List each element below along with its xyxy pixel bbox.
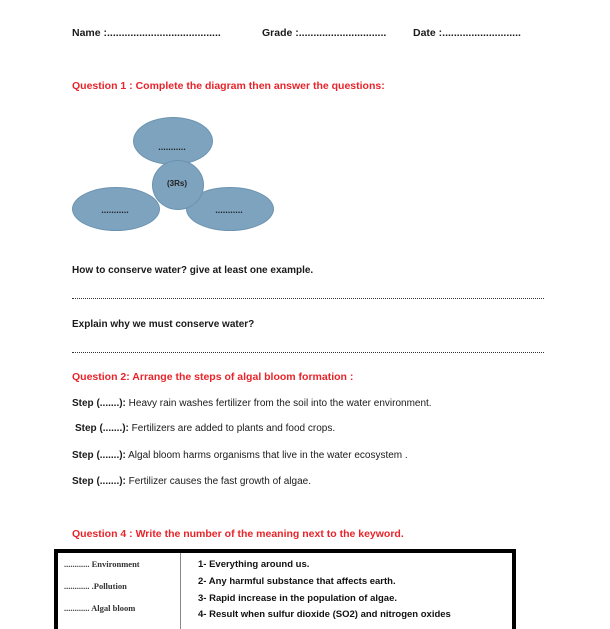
answer-line-a[interactable] xyxy=(72,298,544,299)
step-text: Algal bloom harms organisms that live in the water ecosystem . xyxy=(125,450,408,461)
step-item xyxy=(75,423,335,434)
diagram-center-label: (3Rs) xyxy=(166,179,187,188)
meaning-3: 3- Rapid increase in the population of algae. xyxy=(198,593,398,604)
diagram-right-blank[interactable]: ........... xyxy=(215,205,243,215)
diagram-top-blank[interactable]: ........... xyxy=(158,142,186,152)
step-item xyxy=(72,398,432,409)
step-text: Heavy rain washes fertilizer from the soil into the water environment. xyxy=(125,398,432,409)
meaning-4: 4- Result when sulfur dioxide (SO2) and nitrogen oxides xyxy=(198,609,451,620)
keyword-environment[interactable]: ............ Environment xyxy=(64,559,140,569)
date-field[interactable]: Date :........................... xyxy=(413,27,521,39)
matching-table xyxy=(54,549,516,629)
step-item xyxy=(72,476,311,487)
diagram-top-ellipse xyxy=(133,117,213,165)
keyword-pollution[interactable]: ............ .Pollution xyxy=(64,581,127,591)
question-2-title: Question 2: Arrange the steps of algal bloom formation : xyxy=(72,371,354,383)
step-item xyxy=(72,450,408,461)
question-1-prompt-b: Explain why we must conserve water? xyxy=(72,319,255,330)
step-text: Fertilizer causes the fast growth of algae. xyxy=(125,476,311,487)
meaning-1: 1- Everything around us. xyxy=(198,559,310,570)
step-label[interactable]: Step (.......): xyxy=(72,450,126,461)
answer-line-b[interactable] xyxy=(72,352,544,353)
step-label[interactable]: Step (.......): xyxy=(75,423,129,434)
table-divider xyxy=(180,553,181,629)
keyword-algal-bloom[interactable]: ............ Algal bloom xyxy=(64,603,136,613)
step-text: Fertilizers are added to plants and food crops. xyxy=(128,423,336,434)
question-1-prompt-a: How to conserve water? give at least one example. xyxy=(72,265,314,276)
meaning-2: 2- Any harmful substance that affects earth. xyxy=(198,576,396,587)
question-1-title: Question 1 : Complete the diagram then answer the questions: xyxy=(72,80,385,92)
question-4-title: Question 4 : Write the number of the meaning next to the keyword. xyxy=(72,528,404,540)
step-label[interactable]: Step (.......): xyxy=(72,398,126,409)
grade-field[interactable]: Grade :.............................. xyxy=(262,27,387,39)
step-label[interactable]: Step (.......): xyxy=(72,476,126,487)
name-field[interactable]: Name :....................................... xyxy=(72,27,221,39)
diagram-left-blank[interactable]: ........... xyxy=(101,205,129,215)
